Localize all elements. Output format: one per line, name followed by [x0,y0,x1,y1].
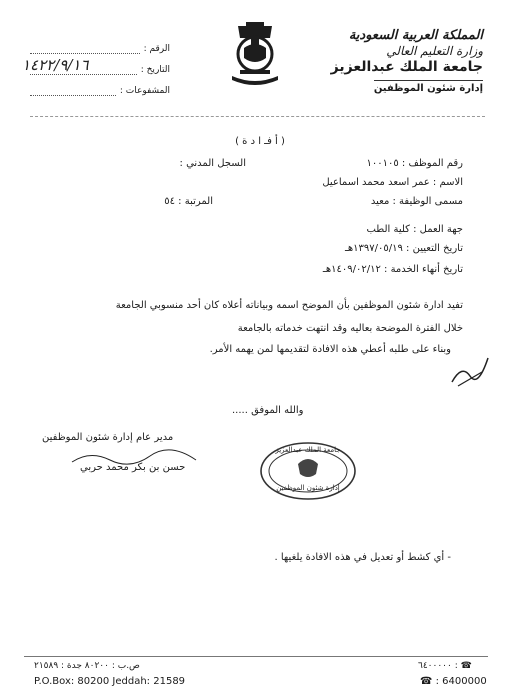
org-line-kingdom: المملكة العربية السعودية [348,28,483,43]
ref-number-label: الرقم : [143,44,170,54]
hire-date: تاريخ التعيين : ١٣٩٧/٠٥/١٩هـ [344,243,463,254]
employee-name: الاسم : عمر اسعد محمد اسماعيل [322,177,463,188]
employee-number: رقم الموظف : ١٠٠١٠٥ [366,158,463,169]
date-label: التاريخ : [140,65,170,75]
footer-pobox-arabic: ص.ب : ٨٠٢٠٠ جدة : ٢١٥٨٩ [34,661,140,671]
org-line-department: إدارة شئون الموظفين [374,80,483,96]
official-stamp [258,440,358,502]
tamper-note: - أي كشط أو تعديل في هذه الافادة يلغيها . [274,552,451,563]
signatory-name: حسن بن بكر محمد حربي [80,462,186,473]
reference-block [22,33,170,96]
stamp-text-bottom: إدارة شئون الموظفين [276,484,340,492]
body-paragraph-2: خلال الفترة الموضحة بعاليه وقد انتهت خدماته بالجامعة [237,323,463,334]
civil-registry: السجل المدني : [179,158,246,169]
document-title: ( أ فـ ا د ة ) [235,136,285,147]
stamp-text-top: جامعة الملك عبدالعزيز [275,446,341,454]
footer-phone-english: ☎ : 6400000 [420,676,487,687]
attachments-label: المشفوعات : [119,86,170,96]
footer-divider [24,656,488,657]
attachments-line [30,85,116,96]
date-row [22,54,170,75]
workplace: جهة العمل : كلية الطب [366,224,463,235]
service-end-date: تاريخ أنهاء الخدمة : ١٤٠٩/٠٢/١٢هـ [322,264,463,275]
footer-pobox-english: P.O.Box: 80200 Jeddah: 21589 [34,676,186,687]
org-header [313,28,483,96]
university-emblem-icon [226,18,284,88]
body-paragraph-1: تفيد ادارة شئون الموظفين بأن الموضح اسمه وبياناته أعلاه كان أحد منسوبي الجامعة [115,300,463,311]
initials-mark [448,352,492,392]
signatory-title: مدير عام إدارة شئون الموظفين [42,432,174,443]
attachments-row [30,75,170,96]
org-line-university: جامعة الملك عبدالعزيز [330,59,483,75]
footer-phone-arabic: ☎ : ٦٤٠٠٠٠٠ [418,661,472,671]
header-divider [30,116,485,117]
rank: المرتبة : ٥٤ [164,196,213,207]
job-title: مسمى الوظيفة : معيد [370,196,463,207]
date-line [22,56,137,75]
date-handwritten: ١٤٢٢/٩/١٦ [22,56,89,74]
ref-number-row [30,33,170,54]
ref-number-line [30,43,140,54]
closing-line: والله الموفق ..... [232,405,304,416]
body-paragraph-3: وبناء على طلبه أعطي هذه الافادة لتقديمها لمن يهمه الأمر. [209,344,451,355]
org-line-ministry: وزارة التعليم العالي [386,44,483,58]
